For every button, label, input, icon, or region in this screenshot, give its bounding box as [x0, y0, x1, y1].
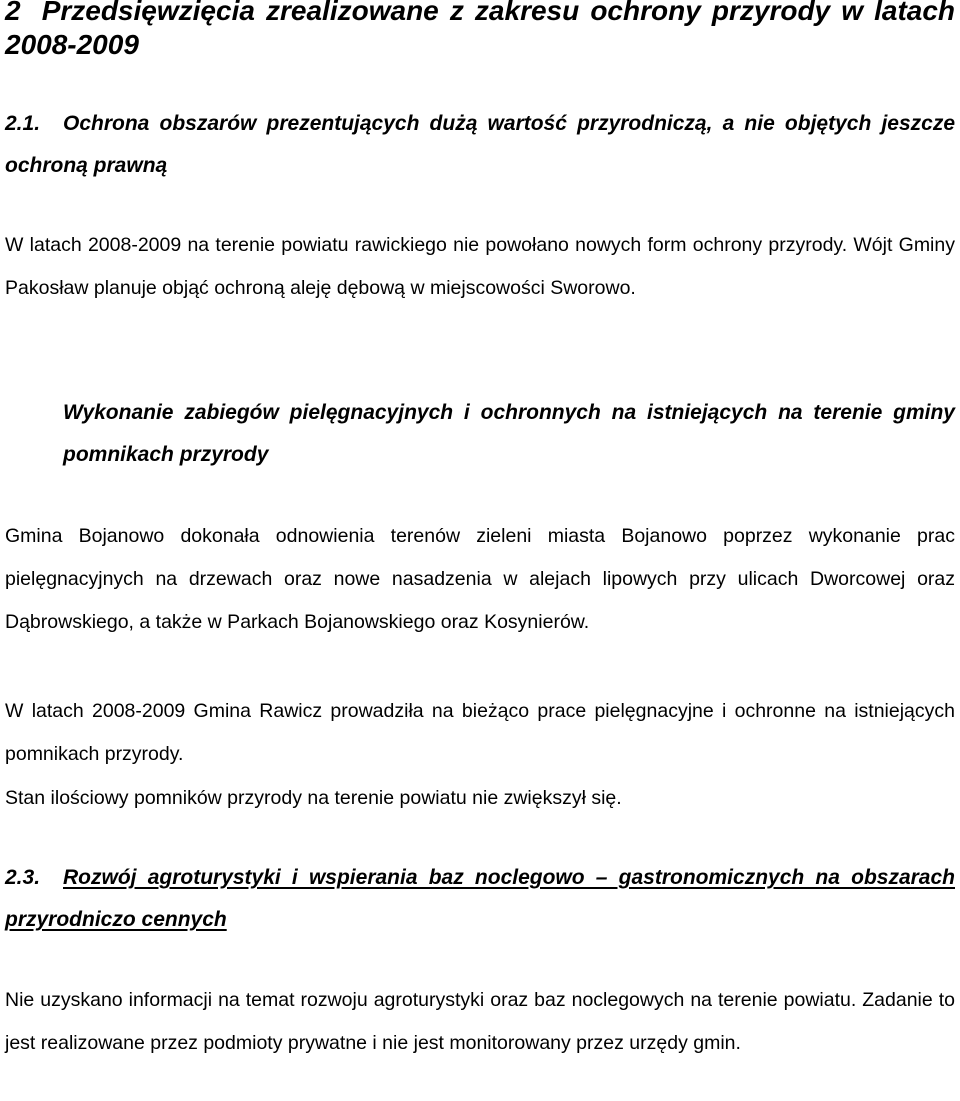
section-2-3-number: 2.3.: [5, 866, 41, 889]
chapter-heading: [5, 0, 955, 62]
section-2-1-number: 2.1.: [5, 112, 41, 135]
section-2-1-paragraph: W latach 2008-2009 na terenie powiatu rawickiego nie powołano nowych form ochrony przyrody. Wójt Gminy Pakosław planuje objąć ochroną aleję dębową w miejscowości Sworowo.: [5, 234, 955, 299]
section-2-1-title: Ochrona obszarów prezentujących dużą wartość przyrodniczą, a nie objętych jeszcze ochroną prawną: [5, 112, 955, 177]
chapter-number: 2: [5, 0, 21, 26]
section-2-2-number: [5, 392, 63, 434]
chapter-title: Przedsięwzięcia zrealizowane z zakresu ochrony przyrody w latach 2008-2009: [5, 0, 956, 60]
section-2-3-heading: [5, 857, 955, 941]
section-2-1-heading: [5, 103, 955, 187]
section-2-2-paragraph-3: Stan ilościowy pomników przyrody na terenie powiatu nie zwiększył się.: [5, 787, 622, 809]
section-2-2-title: Wykonanie zabiegów pielęgnacyjnych i ochronnych na istniejących na terenie gminy pomnikach przyrody: [63, 401, 955, 466]
section-2-3-paragraph: Nie uzyskano informacji na temat rozwoju agroturystyki oraz baz noclegowych na terenie powiatu. Zadanie to jest realizowane przez podmioty prywatne i nie jest monitorowany przez urzędy gmin.: [5, 989, 955, 1054]
section-2-3-title: Rozwój agroturystyki i wspierania baz noclegowo – gastronomicznych na obszarach przyrodniczo cennych: [5, 866, 955, 931]
section-2-2-heading: [5, 392, 955, 476]
section-2-2-paragraph-2: W latach 2008-2009 Gmina Rawicz prowadziła na bieżąco prace pielęgnacyjne i ochronne na istniejących pomnikach przyrody.: [5, 700, 955, 765]
section-2-2-paragraph-1: Gmina Bojanowo dokonała odnowienia terenów zieleni miasta Bojanowo poprzez wykonanie prac pielęgnacyjnych na drzewach oraz nowe nasadzenia w alejach lipowych przy ulicach Dworcowej oraz Dąbrowskiego, a także w Parkach Bojanowskiego oraz Kosynierów.: [5, 525, 955, 633]
